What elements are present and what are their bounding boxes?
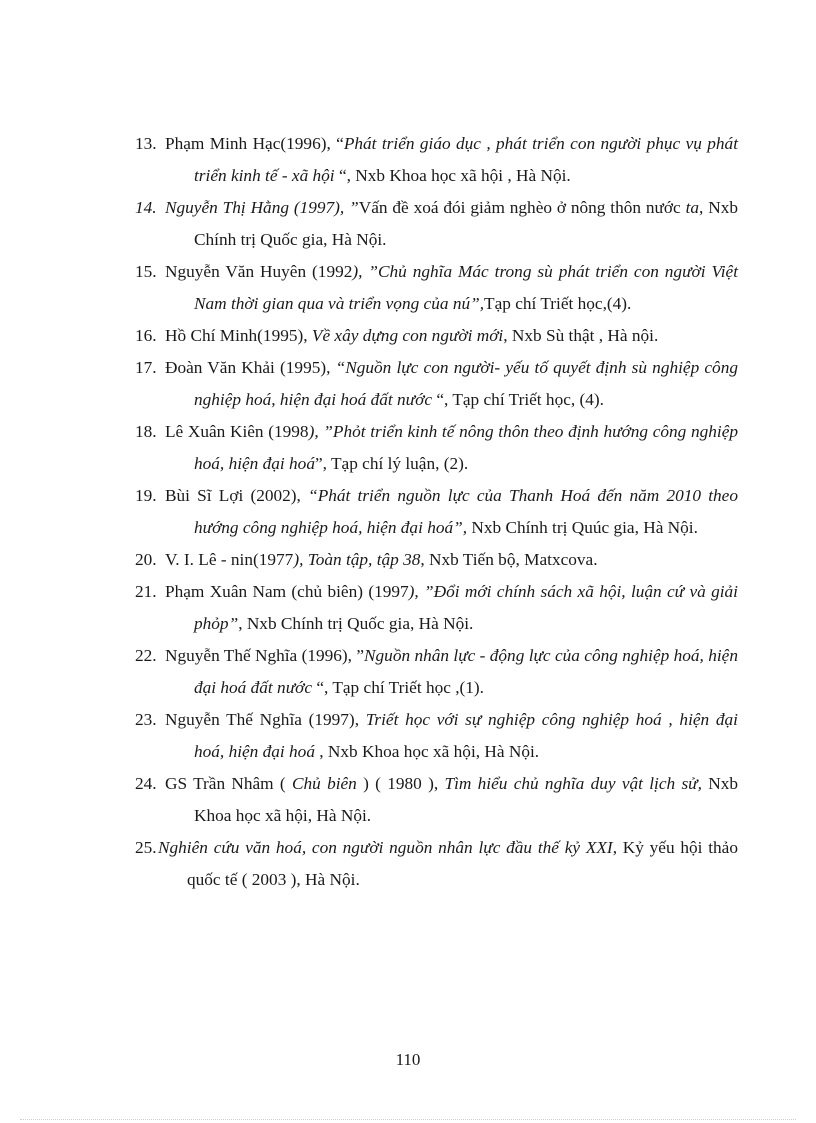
reference-number: 23. xyxy=(135,710,157,729)
reference-segment: , Nxb Chính trị Quốc gia, Hà Nội. xyxy=(238,614,474,633)
reference-text xyxy=(165,544,738,576)
reference-segment: Phạm Xuân Nam (chủ biên) (1997 xyxy=(165,582,409,601)
reference-segment: Đoàn Văn Khải (1995), xyxy=(165,358,336,377)
reference-segment: Nxb Khoa học xã hội, Hà Nội. xyxy=(194,774,738,825)
reference-segment: Vấn đề xoá đói giảm nghèo ở nông thôn nước xyxy=(358,198,686,217)
reference-item xyxy=(135,320,738,352)
page-edge-divider xyxy=(20,1119,796,1120)
reference-segment: GS Trần Nhâm ( xyxy=(165,774,292,793)
reference-text xyxy=(165,640,738,704)
reference-title-segment: ), Toàn tập, tập 38 xyxy=(293,550,421,569)
reference-number: 18. xyxy=(135,422,157,441)
reference-list xyxy=(135,128,738,896)
reference-item xyxy=(135,192,738,256)
reference-title-segment: Về xây dựng con người mới xyxy=(311,326,504,345)
reference-number: 14. xyxy=(135,198,157,217)
reference-segment: “, Tạp chí Triết học, (4). xyxy=(432,390,604,409)
reference-segment: Hồ Chí Minh(1995), xyxy=(165,326,312,345)
reference-text xyxy=(165,256,738,320)
reference-segment: ”, Tạp chí lý luận, (2). xyxy=(314,454,469,473)
reference-text xyxy=(165,320,738,352)
reference-text xyxy=(165,352,738,416)
reference-segment: Tạp chí Triết học,(4). xyxy=(484,294,632,313)
reference-segment: “, Nxb Khoa học xã hội , Hà Nội. xyxy=(334,166,571,185)
reference-segment: Nguyễn Văn Huyên (1992 xyxy=(165,262,353,281)
reference-text xyxy=(165,480,738,544)
reference-title-segment: ), ”Chủ nghĩa Mác trong sù phát triển con người Việt Nam thời gian qua và triển vọng của nú”, xyxy=(194,262,738,313)
reference-text xyxy=(158,832,738,896)
reference-segment: , Nxb Sù thật , Hà nội. xyxy=(503,326,659,345)
reference-segment: ) ( 1980 ), xyxy=(356,774,445,793)
reference-title-segment: “Nguồn lực con người- yếu tố quyết định sù nghiệp công nghiệp hoá, hiện đại hoá đất nước xyxy=(194,358,738,409)
reference-segment: V. I. Lê - nin(1977 xyxy=(165,550,294,569)
reference-number: 13. xyxy=(135,134,157,153)
reference-number: 17. xyxy=(135,358,157,377)
reference-item xyxy=(135,768,738,832)
reference-title-segment: “Phát triển nguồn lực của Thanh Hoá đến năm 2010 theo hướng công nghiệp hoá, hiện đại hoá”, xyxy=(194,486,738,537)
reference-segment: , Nxb Khoa học xã hội, Hà Nội. xyxy=(314,742,540,761)
page-number: 110 xyxy=(395,1050,421,1069)
reference-title-segment: Nguyễn Thị Hằng (1997), ” xyxy=(165,198,359,217)
reference-item xyxy=(135,640,738,704)
reference-item xyxy=(135,256,738,320)
reference-segment: Lê Xuân Kiên (1998 xyxy=(165,422,309,441)
reference-segment: Bùi Sĩ Lợi (2002), xyxy=(165,486,309,505)
reference-item xyxy=(135,352,738,416)
reference-item xyxy=(135,544,738,576)
reference-number: 19. xyxy=(135,486,157,505)
reference-segment: , Kỷ yếu hội thảo quốc tế ( 2003 ), Hà Nội. xyxy=(187,838,738,889)
reference-number: 25. xyxy=(135,838,157,857)
reference-number: 24. xyxy=(135,774,157,793)
reference-title-segment: Nghiên cứu văn hoá, con người nguồn nhân lực đầu thế kỷ XXI xyxy=(158,838,613,857)
reference-text xyxy=(165,192,738,256)
reference-title-segment: ), ”Phỏt triển kinh tế nông thôn theo định hướng công nghiệp hoá, hiện đại hoá xyxy=(194,422,739,473)
reference-segment: Nxb Chính trị Quúc gia, Hà Nội. xyxy=(467,518,698,537)
reference-text xyxy=(165,128,738,192)
reference-item xyxy=(135,416,738,480)
reference-segment: , Nxb Chính trị Quốc gia, Hà Nội. xyxy=(194,198,738,249)
reference-segment: “, Tạp chí Triết học ,(1). xyxy=(312,678,485,697)
reference-segment: Nguyễn Thế Nghĩa (1997), xyxy=(165,710,366,729)
reference-segment: Phạm Minh Hạc(1996), “ xyxy=(165,134,344,153)
reference-title-segment: ), ”Đổi mới chính sách xã hội, luận cứ và giải phỏp” xyxy=(194,582,738,633)
reference-text xyxy=(165,416,738,480)
reference-text xyxy=(165,704,738,768)
reference-item xyxy=(135,576,738,640)
reference-title-segment: Nguồn nhân lực - động lực của công nghiệp hoá, hiện đại hoá đất nước xyxy=(194,646,738,697)
reference-item xyxy=(135,480,738,544)
reference-number: 21. xyxy=(135,582,157,601)
reference-title-segment: Phát triển giáo dục , phát triển con người phục vụ phát triển kinh tế - xã hội xyxy=(194,134,738,185)
reference-item xyxy=(135,704,738,768)
reference-title-segment: ta xyxy=(685,198,700,217)
reference-segment: Nguyễn Thế Nghĩa (1996), ” xyxy=(165,646,365,665)
reference-number: 15. xyxy=(135,262,157,281)
reference-title-segment: Tìm hiểu chủ nghĩa duy vật lịch sử, xyxy=(444,774,702,793)
reference-segment: , Nxb Tiến bộ, Matxcova. xyxy=(420,550,598,569)
reference-item xyxy=(135,128,738,192)
reference-item xyxy=(135,832,738,896)
reference-number: 16. xyxy=(135,326,157,345)
reference-number: 20. xyxy=(135,550,157,569)
reference-title-segment: Triết học với sự nghiệp công nghiệp hoá , hiện đại hoá, hiện đại hoá xyxy=(194,710,738,761)
reference-number: 22. xyxy=(135,646,157,665)
reference-text xyxy=(165,768,738,832)
reference-title-segment: Chủ biên xyxy=(291,774,357,793)
reference-text xyxy=(165,576,738,640)
